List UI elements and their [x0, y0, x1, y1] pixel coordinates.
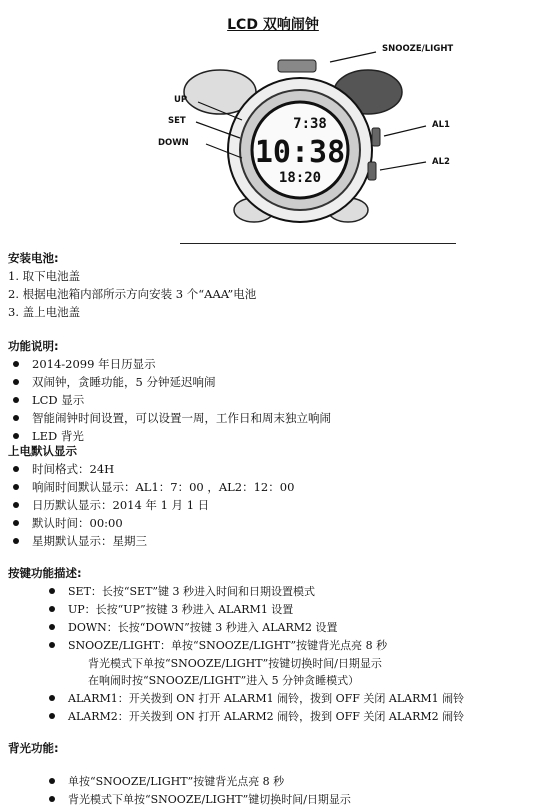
- feature-item: 2014-2099 年日历显示: [32, 357, 156, 371]
- al2-arrow: [380, 162, 426, 170]
- lcd-top-readout: 7:38: [293, 116, 327, 132]
- snooze-continuation: 背光模式下单按“SNOOZE/LIGHT”按键切换时间/日期显示: [88, 657, 382, 670]
- divider: [180, 243, 456, 244]
- battery-step: 1. 取下电池盖: [8, 269, 81, 283]
- snooze-arrow: [330, 52, 376, 62]
- features-heading: 功能说明:: [8, 339, 59, 353]
- defaults-heading: 上电默认显示: [8, 444, 77, 458]
- battery-heading: 安装电池:: [8, 251, 59, 265]
- snooze-bar: [278, 60, 316, 72]
- backlight-item: 背光模式下单按“SNOOZE/LIGHT”键切换时间/日期显示: [68, 793, 351, 806]
- key-item: DOWN：长按“DOWN”按键 3 秒进入 ALARM2 设置: [68, 621, 338, 634]
- default-item: 星期默认显示：星期三: [32, 534, 147, 548]
- battery-step: 3. 盖上电池盖: [8, 305, 81, 319]
- default-item: 默认时间：00:00: [32, 516, 123, 530]
- al1-arrow: [384, 126, 426, 136]
- lcd-main-readout: 10:38: [254, 135, 346, 170]
- alarm-item: ALARM2：开关拨到 ON 打开 ALARM2 闹铃，拨到 OFF 关闭 ALARM2 闹铃: [68, 710, 465, 723]
- key-item: SNOOZE/LIGHT：单按“SNOOZE/LIGHT”按键背光点亮 8 秒: [68, 639, 388, 652]
- al1-switch: [372, 128, 380, 146]
- backlight-heading: 背光功能:: [8, 741, 59, 755]
- al2-switch: [368, 162, 376, 180]
- feature-item: LCD 显示: [32, 393, 85, 407]
- page-title: LCD 双响闹钟: [227, 17, 319, 33]
- al1-label: AL1: [432, 120, 450, 130]
- snooze-continuation: 在响闹时按“SNOOZE/LIGHT”进入 5 分钟贪睡模式）: [88, 674, 360, 687]
- al2-label: AL2: [432, 157, 450, 167]
- lcd-bottom-readout: 18:20: [278, 170, 322, 186]
- key-item: UP：长按“UP”按键 3 秒进入 ALARM1 设置: [68, 603, 294, 616]
- snooze-light-label: SNOOZE/LIGHT: [382, 44, 454, 54]
- key-item: SET：长按“SET”键 3 秒进入时间和日期设置模式: [68, 585, 316, 598]
- down-label: DOWN: [158, 138, 189, 148]
- backlight-item: 单按“SNOOZE/LIGHT”按键背光点亮 8 秒: [68, 775, 285, 788]
- feature-item: LED 背光: [32, 429, 84, 443]
- feature-item: 双闹钟，贪睡功能，5 分钟延迟响闹: [32, 375, 216, 389]
- alarm-clock-diagram: [150, 40, 480, 240]
- set-label: SET: [168, 116, 186, 126]
- default-item: 响闹时间默认显示：AL1：7：00 ，AL2：12：00: [32, 480, 295, 494]
- alarm-clock-illustration: [150, 40, 480, 240]
- default-item: 时间格式：24H: [32, 462, 115, 476]
- battery-step: 2. 根据电池箱内部所示方向安装 3 个“AAA”电池: [8, 287, 257, 301]
- feature-item: 智能闹钟时间设置，可以设置一周，工作日和周末独立响闹: [32, 411, 331, 425]
- keys-heading: 按键功能描述:: [8, 566, 82, 580]
- default-item: 日历默认显示：2014 年 1 月 1 日: [32, 498, 210, 512]
- alarm-item: ALARM1：开关拨到 ON 打开 ALARM1 闹铃，拨到 OFF 关闭 ALARM1 闹铃: [68, 692, 465, 705]
- up-label: UP: [174, 95, 188, 105]
